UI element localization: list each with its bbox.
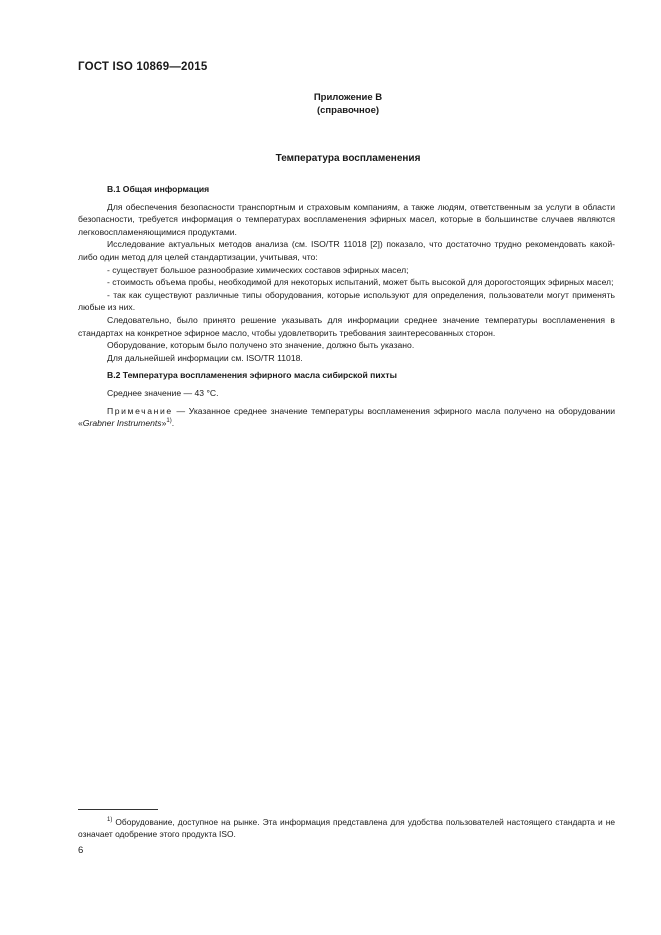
annex-type: (справочное) (316, 105, 380, 116)
annex-title: Приложение В (313, 92, 383, 103)
note (78, 405, 615, 430)
paragraph: Для дальнейшей информации см. ISO/TR 11018. (107, 352, 303, 363)
note-brand: Grabner Instruments (82, 418, 162, 429)
paragraph: Для обеспечения безопасности транспортным и страховым компаниям, а также людям, ответственным за услуги в области безопасности, требуется информация о температурах воспламенения эфирных масел, которые в большинстве случаев являются легковоспламеняющимися продуктами. (78, 201, 615, 237)
document-body (78, 183, 615, 430)
standard-header: ГОСТ ISO 10869—2015 (78, 61, 208, 73)
note-close: » (161, 418, 167, 429)
page-title: Температура воспламенения (275, 153, 421, 164)
list-item: - так как существуют различные типы оборудования, которые используют для определения, пользователи могут применять любые из них. (78, 289, 615, 313)
annex-heading (0, 91, 661, 117)
paragraph: Следовательно, было принято решение указывать для информации среднее значение температуры воспламенения в стандартах на конкретное эфирное масло, чтобы удовлетворить требования заинтересованных сторон. (78, 314, 615, 338)
note-end: . (171, 418, 175, 429)
footnote-mark: 1) (107, 817, 113, 823)
list-item: - существует большое разнообразие химических составов эфирных масел; (107, 264, 409, 275)
section-heading-b1: В.1 Общая информация (107, 184, 210, 194)
note-label: Примечание (107, 405, 173, 416)
section-heading-b2: В.2 Температура воспламенения эфирного масла сибирской пихты (107, 370, 397, 381)
page-number: 6 (78, 845, 84, 856)
footnote-text: Оборудование, доступное на рынке. Эта информация представлена для удобства пользователей настоящего стандарта и не означает одобрение этого продукта ISO. (78, 817, 615, 840)
list-item: - стоимость объема пробы, необходимой для некоторых испытаний, может быть высокой для дорогостоящих эфирных масел; (107, 277, 614, 288)
paragraph: Оборудование, которым было получено это значение, должно быть указано. (107, 340, 415, 351)
footnote (78, 816, 615, 841)
note-text: — Указанное среднее значение температуры воспламенения эфирного масла получено на оборудовании « (78, 405, 615, 429)
paragraph: Исследование актуальных методов анализа (см. ISO/TR 11018 [2]) показало, что достаточно трудно рекомендовать какой-либо один метод для целей стандартизации, учитывая, что: (78, 239, 615, 262)
footnote-ref: 1) (166, 418, 172, 425)
footnote-divider (78, 809, 158, 810)
mean-value: Среднее значение — 43 °С. (107, 387, 219, 398)
